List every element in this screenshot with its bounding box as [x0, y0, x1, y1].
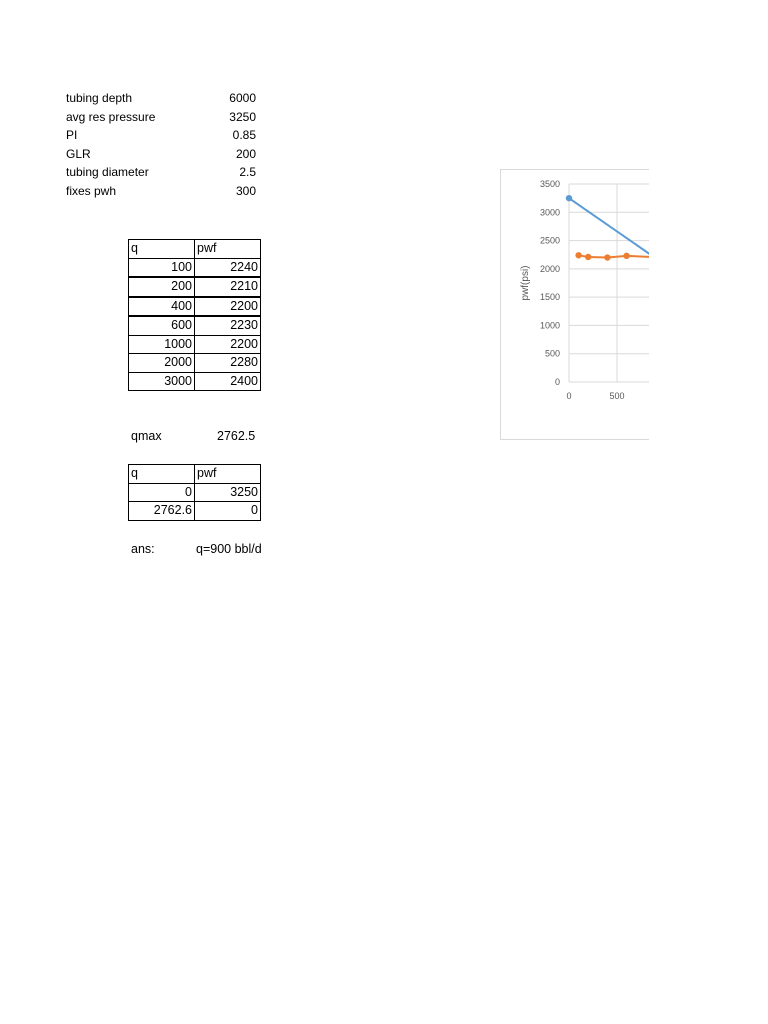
- pwf-chart[interactable]: [500, 169, 649, 440]
- table-row: [129, 502, 261, 521]
- table-cell: 2230: [195, 316, 261, 335]
- parameter-label: tubing depth: [66, 91, 133, 105]
- data-point: [604, 254, 610, 260]
- ipr-table: [128, 464, 261, 521]
- parameter-label: GLR: [66, 146, 91, 161]
- x-tick-label: 500: [609, 391, 625, 401]
- table-header-row: [129, 240, 261, 259]
- table-cell: 2762.6: [129, 502, 195, 521]
- parameter-row: [66, 89, 258, 108]
- series-line: [569, 198, 649, 382]
- x-tick-label: 0: [566, 391, 572, 401]
- parameter-value: 2.5: [239, 165, 256, 180]
- parameter-list: [66, 89, 258, 201]
- table-header-cell: pwf: [195, 240, 261, 259]
- parameter-label: PI: [66, 128, 78, 143]
- y-tick-label: 0: [554, 377, 560, 387]
- table-cell: 2400: [195, 372, 261, 391]
- data-point: [623, 253, 629, 259]
- table-cell: 100: [129, 258, 195, 277]
- tpr-table: [128, 239, 261, 391]
- parameter-row: [66, 163, 258, 182]
- parameter-value: 3250: [229, 109, 256, 124]
- table-cell: 3250: [195, 483, 261, 502]
- y-tick-label: 1500: [539, 292, 560, 303]
- table-cell: 600: [129, 316, 195, 335]
- parameter-row: [66, 182, 258, 201]
- answer-label: ans:: [131, 542, 155, 556]
- qmax-value: 2762.5: [217, 429, 256, 443]
- y-tick-label: 3000: [539, 207, 560, 218]
- y-tick-label: 2000: [539, 263, 560, 274]
- table-header-cell: q: [129, 240, 195, 259]
- parameter-value: 0.85: [232, 128, 256, 143]
- y-axis-title: pwf(psi): [520, 265, 531, 301]
- parameter-label: avg res pressure: [66, 109, 156, 124]
- qmax-label: qmax: [131, 429, 162, 443]
- y-tick-label: 1000: [539, 320, 560, 331]
- table-header-cell: q: [129, 465, 195, 484]
- table-row: [129, 335, 261, 354]
- data-point: [566, 195, 572, 201]
- y-tick-label: 3500: [539, 179, 560, 189]
- table-row: [129, 372, 261, 391]
- table-cell: 0: [129, 483, 195, 502]
- table-row: [129, 316, 261, 335]
- answer-value: q=900 bbl/d: [196, 542, 262, 556]
- table-cell: 0: [195, 502, 261, 521]
- table-row: [129, 483, 261, 502]
- table-row: [129, 354, 261, 373]
- chart-svg: [501, 170, 649, 439]
- table-cell: 200: [129, 277, 195, 297]
- y-tick-label: 2500: [539, 235, 560, 246]
- parameter-row: [66, 108, 258, 127]
- table-cell: 2210: [195, 277, 261, 297]
- table-cell: 3000: [129, 372, 195, 391]
- parameter-row: [66, 145, 258, 164]
- parameter-value: 300: [235, 183, 256, 198]
- parameter-row: [66, 126, 258, 145]
- table-cell: 2000: [129, 354, 195, 373]
- table-cell: 2200: [195, 335, 261, 354]
- table-row: [129, 277, 261, 297]
- table-cell: 2280: [195, 354, 261, 373]
- table-cell: 400: [129, 297, 195, 317]
- table-row: [129, 258, 261, 277]
- table-cell: 1000: [129, 335, 195, 354]
- parameter-value: 6000: [229, 91, 256, 105]
- parameter-value: 200: [235, 146, 256, 161]
- table-header-cell: pwf: [195, 465, 261, 484]
- parameter-label: tubing diameter: [66, 165, 149, 180]
- parameter-label: fixes pwh: [66, 183, 117, 198]
- table-cell: 2200: [195, 297, 261, 317]
- data-point: [575, 252, 581, 258]
- table-header-row: [129, 465, 261, 484]
- y-tick-label: 500: [544, 348, 560, 359]
- table-row: [129, 297, 261, 317]
- data-point: [585, 254, 591, 260]
- table-cell: 2240: [195, 258, 261, 277]
